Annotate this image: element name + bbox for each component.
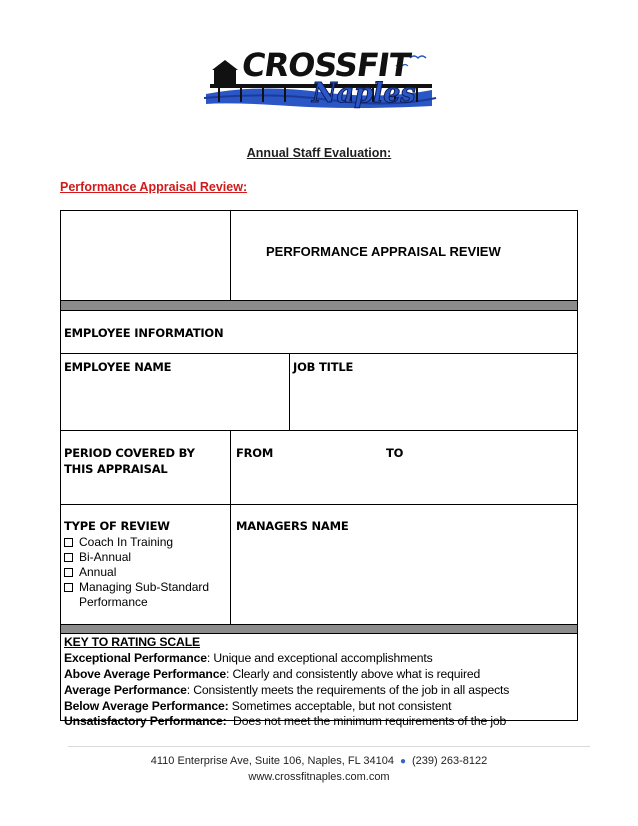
- rating-scale-key: [60, 633, 578, 728]
- from-label: FROM: [236, 446, 274, 460]
- job-title-field[interactable]: [289, 353, 578, 431]
- footer-divider: [68, 746, 590, 747]
- type-of-review-label: TYPE OF REVIEW: [64, 519, 170, 533]
- checkbox-icon[interactable]: [64, 583, 73, 592]
- employee-name-label: EMPLOYEE NAME: [64, 360, 172, 374]
- bullet-icon: ●: [399, 756, 406, 767]
- rating-exceptional: Exceptional Performance: Unique and exceptional accomplishments: [64, 651, 433, 665]
- crossfit-naples-logo: [200, 40, 440, 116]
- checkbox-icon[interactable]: [64, 553, 73, 562]
- review-option-coach-in-training[interactable]: Coach In Training: [64, 535, 209, 550]
- footer-address: 4110 Enterprise Ave, Suite 106, Naples, FL 34104: [150, 755, 394, 767]
- form-header: PERFORMANCE APPRAISAL REVIEW: [266, 244, 501, 259]
- checkbox-icon[interactable]: [64, 538, 73, 547]
- logo-text-naples: Naples: [312, 78, 416, 109]
- type-of-review-cell: [60, 504, 231, 625]
- period-label-line2: THIS APPRAISAL: [64, 462, 168, 476]
- footer-contact: [0, 755, 638, 767]
- rating-above-average: Above Average Performance: Clearly and consistently above what is required: [64, 667, 481, 681]
- key-title: KEY TO RATING SCALE: [64, 635, 200, 649]
- review-option-bi-annual[interactable]: Bi-Annual: [64, 550, 209, 565]
- rating-below-average: Below Average Performance: Sometimes acceptable, but not consistent: [64, 699, 452, 713]
- period-label-cell: [60, 430, 231, 505]
- job-title-label: JOB TITLE: [293, 360, 354, 374]
- checkbox-icon[interactable]: [64, 568, 73, 577]
- rating-unsatisfactory: Unsatisfactory Performance: Does not meet the minimum requirements of the job: [64, 714, 507, 728]
- section-title: Performance Appraisal Review:: [60, 180, 248, 194]
- footer-phone: (239) 263-8122: [412, 755, 488, 767]
- to-label: TO: [386, 446, 404, 460]
- document-title: Annual Staff Evaluation:: [246, 146, 392, 160]
- period-dates-field[interactable]: [230, 430, 578, 505]
- managers-name-label: MANAGERS NAME: [236, 519, 349, 533]
- review-option-managing-sub-standard[interactable]: Managing Sub-Standard: [64, 580, 209, 595]
- rating-average: Average Performance: Consistently meets the requirements of the job in all aspects: [64, 683, 510, 697]
- logo-cell[interactable]: [60, 210, 231, 301]
- period-label-line1: PERIOD COVERED BY: [64, 446, 195, 460]
- logo-text-crossfit: CROSSFIT: [239, 46, 413, 84]
- footer-website[interactable]: www.crossfitnaples.com.com: [248, 771, 390, 783]
- review-option-annual[interactable]: Annual: [64, 565, 209, 580]
- header-cell: [230, 210, 578, 301]
- review-option-continuation: Performance: [79, 595, 148, 609]
- employee-info-label: EMPLOYEE INFORMATION: [64, 326, 224, 340]
- managers-name-field[interactable]: [230, 504, 578, 625]
- employee-info-row: [60, 310, 578, 354]
- review-type-list: [64, 535, 209, 610]
- appraisal-form: [60, 210, 578, 728]
- employee-name-field[interactable]: [60, 353, 290, 431]
